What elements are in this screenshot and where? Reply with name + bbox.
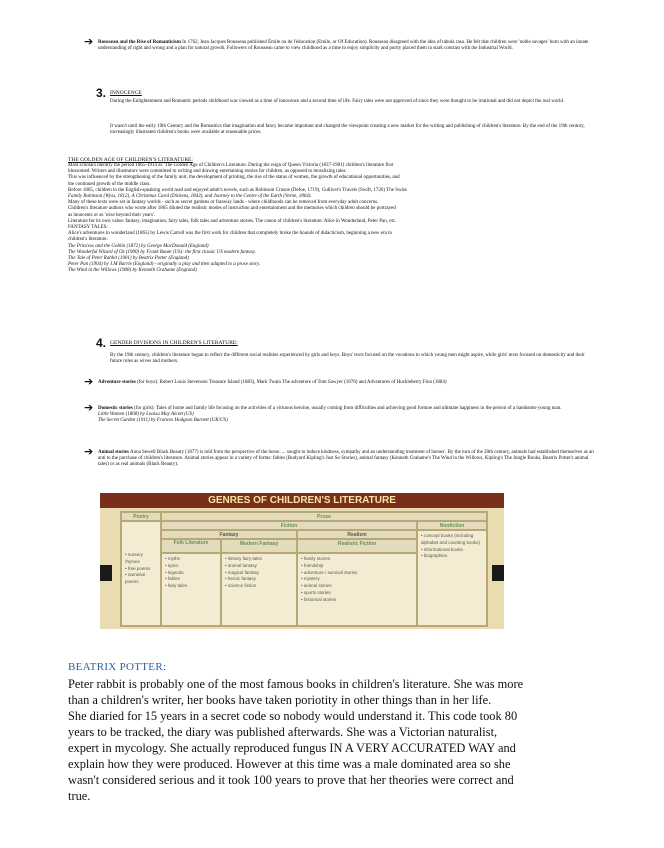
beatrix-line: explain how they were produced. However at this time was a male dominated area so she <box>68 757 511 771</box>
poetry-item: • narrative poems <box>125 572 157 586</box>
animal-stories-item <box>98 450 596 469</box>
golden-age-line: Family Robinson (Wyss, 1812), A Christmas Carol (Dickens, 1843), and Journey to the Centre of the Earth (Verne, 1864). <box>68 194 312 200</box>
poetry-item: • free poems <box>125 566 157 573</box>
beatrix-potter-paragraph <box>68 676 598 804</box>
realism-header: Realism <box>297 530 417 539</box>
folk-literature-header: Folk Literature <box>161 539 221 553</box>
nonfiction-header: Nonfiction <box>417 521 487 530</box>
fantasy-title-line: The Wind in the Willows (1908) by Kenneth Grahame (England) <box>68 268 197 274</box>
tape-right <box>492 565 504 581</box>
beatrix-line: expert in mycology. She actually reproduced fungus IN A VERY ACCURATED WAY and <box>68 741 516 755</box>
beatrix-line: Peter rabbit is probably one of the most famous books in children's literature. She was more <box>68 677 524 691</box>
modern-item: • heroic fantasy <box>225 576 293 583</box>
rousseau-heading: Rousseau and the Rise of Romanticism <box>98 40 181 45</box>
modern-item: • science fiction <box>225 583 293 590</box>
beatrix-line: than a children's writer, her books have taken poriotity in other things than in her life. <box>68 693 492 707</box>
arrow-bullet-icon: ➔ <box>84 375 94 388</box>
fiction-header: Fiction <box>161 521 417 530</box>
tape-left <box>100 565 112 581</box>
golden-age-line: Literature for its own value: fantasy, imagination, fairy tales, folk tales and adventure stories. The canon of children's literature: Alice in Wonderland, Peter Pan, etc. <box>68 218 397 224</box>
realistic-item: • family stories <box>301 556 413 563</box>
section-number-4: 4. <box>96 336 107 350</box>
realistic-item: • animal stories <box>301 583 413 590</box>
modern-fantasy-header: Modern Fantasy <box>221 539 297 553</box>
golden-age-line: Many of these texts were set in fantasy worlds - such as secret gardens or faraway lands - where childhoods can be removed from everyday adult concerns. <box>68 200 379 206</box>
domestic-example: Little Women (1868) by Louisa May Alcott (US) <box>98 412 194 418</box>
realistic-item: • friendship <box>301 563 413 570</box>
realistic-fiction-header: Realistic Fiction <box>297 539 417 553</box>
realistic-item: • adventure / survival stories <box>301 570 413 577</box>
realistic-fiction-list <box>297 553 417 626</box>
beatrix-line: She diaried for 15 years in a secret code so nobody would understand it. This code took 80 <box>68 709 518 723</box>
animal-stories-text: Anna Sewell Black Beauty (1877) is told from the perspective of the horse. ... sought to induce kindness, sympathy and an understanding treatment of horses'. By the turn of the 20th century, animals had established themselves as an anti to the purchase of children's literature. Animal stories appear in a variety of forms: fables (Rudyard Kipling's Just So Stories), animal fantasy (Kenneth Grahame's The Wind in the Willows, Kipling's The Jungle Books, Beatrix Potter's animal tales) or as real animals (Black Beauty). <box>98 450 594 468</box>
golden-age-line: children's literature. <box>68 237 108 243</box>
section-3-paragraph-1: During the Enlightenment and Romantic periods childhood was viewed as a time of innocence and a second time of life. Fairy tales were not approved of since they were thought to be irrational and did not depict the real world. <box>110 99 565 104</box>
folk-item: • myths <box>165 556 217 563</box>
realistic-item: • sports stories <box>301 590 413 597</box>
section-number-3: 3. <box>96 86 107 100</box>
golden-age-line: Most scholars identify the period 1865-1914 as 'The Golden Age of Children's Literature. During the reign of Queen Victoria (1837-1901) children's literature first <box>68 163 394 168</box>
adventure-stories-text: (for boys): Robert Louis Stevenson Treasure Island (1883), Mark Twain The adventure of Tom Sawyer (1876) and Adventures of Huckleberry Finn (1884) <box>135 380 447 385</box>
adventure-stories-item <box>98 380 596 386</box>
realistic-item: • historical stories <box>301 597 413 604</box>
folk-item: • legends <box>165 570 217 577</box>
section-4-paragraph: By the 19th century, children's literature began to reflect the different social realities experienced by girls and boys. Boys' texts focused on the vocations to which young men might aspire, while girls' texts focused on domesticity and their future roles as wives and mothers. <box>110 353 585 365</box>
golden-age-line: Before 1865, children in the English-speaking world read and enjoyed adult's novels, such as Robinson Crusoe (Defoe, 1719), Gulliver's Travels (Swift, 1726) The Swiss <box>68 187 407 193</box>
section-3-paragraph-2: It wasn't until the early 19th Century and the Romantics that imagination and fancy became important and changed the viewpoint creating a new market for the writing and publishing of children's literature. By the end of the 19th century, increasingly illustrated children's books were available at reasonable prices. <box>110 124 585 136</box>
fantasy-title-line: The Wonderful Wizard of Oz (1900) by Frank Baum (US): the first classic US modern fantasy. <box>68 249 256 255</box>
section-3-heading: INNOCENCE <box>110 90 142 96</box>
golden-age-line: blossomed. Writers and illustrators were committed to writing and drawing entertaining stories for children, as opposed to moralizing tales. <box>68 169 347 175</box>
modern-item: • animal fantasy <box>225 563 293 570</box>
nonfiction-list <box>417 530 487 626</box>
domestic-stories-item <box>98 406 596 425</box>
modern-item: • literary fairy tales <box>225 556 293 563</box>
golden-age-line: Alice's adventures in wonderland (1865) by Lewis Carroll was the first work for children that completely broke the bounds of didacticism, beginning a new era in <box>68 231 392 237</box>
adventure-stories-label: Adventure stories <box>98 380 136 385</box>
domestic-stories-text: (for girls): Tales of home and family life focusing on the activities of a virtuous heroine, usually coming from difficulties and achieving good fortune and ultimate happiness in the person of a handsome young man. <box>132 406 562 411</box>
nonfiction-item: • informational books <box>421 547 483 554</box>
folk-item: • epics <box>165 563 217 570</box>
golden-age-line: Children's literature authors who wrote after 1865 diluted the realistic modes of instruction and entertainment and the memories which children should be portrayed <box>68 206 396 212</box>
beatrix-potter-heading: BEATRIX POTTER: <box>68 661 167 673</box>
domestic-stories-label: Domestic stories <box>98 406 133 411</box>
fantasy-tales-heading: FANTASY TALES: <box>68 225 108 231</box>
poetry-list <box>121 521 161 626</box>
domestic-example: The Secret Garden (1911) by Frances Hodgson Burnett (UK/US) <box>98 418 228 424</box>
fantasy-title-line: The Tale of Peter Rabbit (1901) by Beatrix Potter (England) <box>68 256 189 262</box>
poetry-item: • nursery rhymes <box>125 552 157 566</box>
modern-fantasy-list <box>221 553 297 626</box>
nonfiction-item: • concept books (including alphabet and counting books) <box>421 533 483 547</box>
rousseau-text: In 1762, Jean Jacques Rousseau published Émile ou de l'éducation (Emile, or Of Education). Rousseau disagreed with the idea of tabula rasa. He felt that children were 'noble savages' born with an innate understanding of right and wrong and a plan for natural growth. Followers of Rousseau came to view childhood as a time to enjoy simplicity and purity placed them in stark contrast with the Industrial World. <box>98 40 589 52</box>
arrow-bullet-icon: ➔ <box>84 445 94 458</box>
arrow-bullet-icon: ➔ <box>84 35 94 48</box>
golden-age-line: the continued growth of the middle class. <box>68 181 151 187</box>
beatrix-line: true. <box>68 789 91 803</box>
nonfiction-item: • biographies <box>421 553 483 560</box>
section-4-heading: GENDER DIVISIONS IN CHILDREN'S LITERATURE: <box>110 340 238 346</box>
beatrix-line: wasn't considered serious and it took 100 years to prove that her theories were correct and <box>68 773 514 787</box>
fantasy-title-line: The Princess and the Goblin (1872) by George MacDonald (England) <box>68 243 209 249</box>
rousseau-paragraph <box>98 40 598 52</box>
fantasy-title-line: Peter Pan (1904) by J.M Barrie (England) - originally a play and then adapted to a prose story. <box>68 262 261 268</box>
golden-age-heading: THE GOLDEN AGE OF CHILDREN'S LITERATURE: <box>68 157 193 163</box>
golden-age-line: as innocents or as 'wise beyond their years'. <box>68 212 156 218</box>
golden-age-block <box>68 157 598 275</box>
realistic-item: • mystery <box>301 576 413 583</box>
beatrix-line: years to be tracked, the diary was published afterwards. She was a Victorian naturalist, <box>68 725 498 739</box>
animal-stories-label: Animal stories <box>98 450 129 455</box>
poetry-header: Poetry <box>121 512 161 521</box>
modern-item: • magical fantasy <box>225 570 293 577</box>
folk-item: • fables <box>165 576 217 583</box>
arrow-bullet-icon: ➔ <box>84 401 94 414</box>
genres-chart-image <box>100 493 504 629</box>
prose-header: Prose <box>161 512 487 521</box>
folk-item: • fairy tales <box>165 583 217 590</box>
genres-table <box>120 511 488 627</box>
fantasy-header: Fantasy <box>161 530 297 539</box>
folk-list <box>161 553 221 626</box>
golden-age-line: This was influenced by the strengthening of the family unit, the development of printing, the rise of the status of women, the growth of educational opportunities, and <box>68 175 400 181</box>
genres-chart-title: GENRES OF CHILDREN'S LITERATURE <box>100 493 504 508</box>
